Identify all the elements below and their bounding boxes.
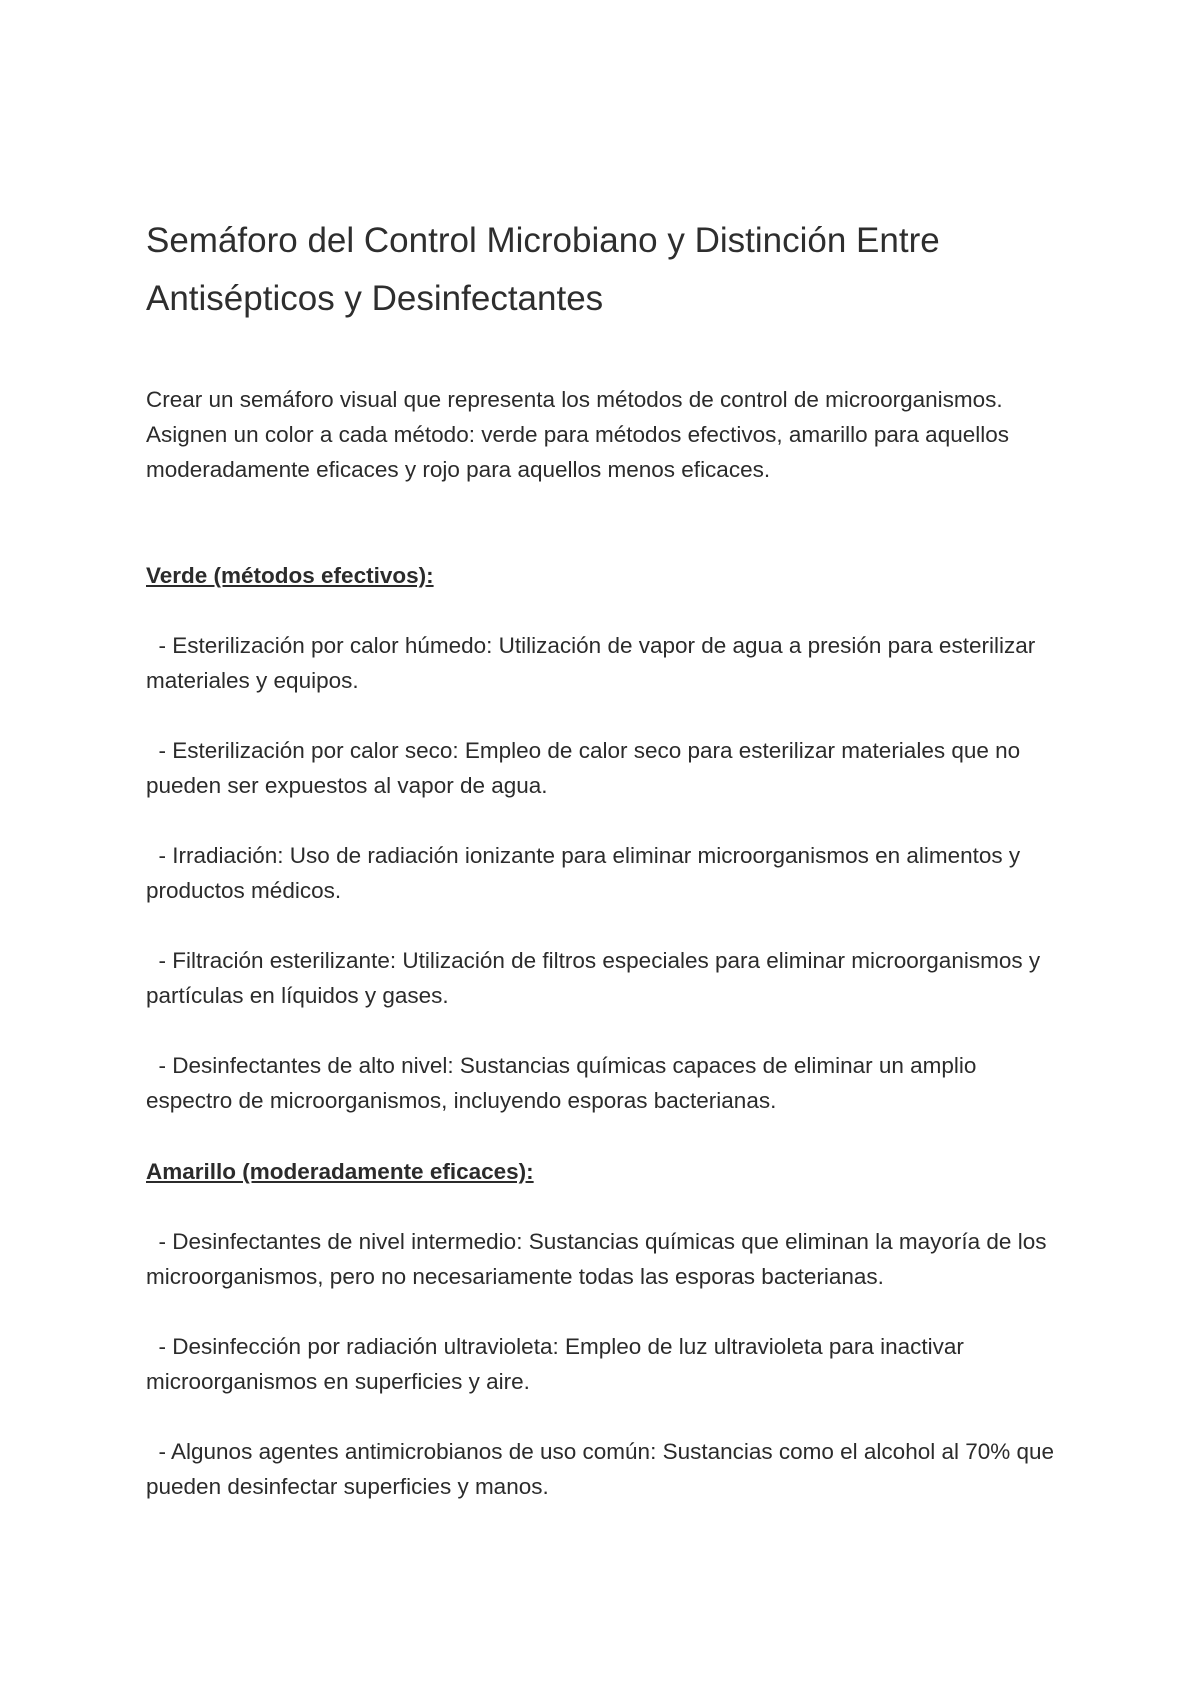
list-item	[146, 1048, 1066, 1118]
list-marker: -	[146, 843, 173, 868]
list-marker: -	[146, 948, 173, 973]
list-item	[146, 838, 1066, 908]
yellow-methods-list	[146, 1224, 1066, 1504]
list-item	[146, 733, 1066, 803]
list-item-text: Algunos agentes antimicrobianos de uso común: Sustancias como el alcohol al 70% que pueden desinfectar superficies y manos.	[146, 1439, 1055, 1499]
list-item	[146, 628, 1066, 698]
list-item-text: Desinfectantes de alto nivel: Sustancias químicas capaces de eliminar un amplio espectro de microorganismos, incluyendo esporas bacterianas.	[146, 1053, 977, 1113]
list-marker: -	[146, 738, 173, 763]
section-heading-green	[146, 558, 1066, 593]
intro-paragraph: Crear un semáforo visual que representa los métodos de control de microorganismos. Asignen un color a cada método: verde para métodos efectivos, amarillo para aquellos moderadamente eficaces y rojo para aquellos menos eficaces.	[146, 387, 1009, 482]
document-title-line-1: Semáforo del Control Microbiano y Distinción Entre	[146, 221, 940, 260]
list-item	[146, 1434, 1066, 1504]
document-body	[146, 212, 1066, 1504]
list-marker: -	[146, 1053, 173, 1078]
list-marker: -	[146, 1334, 173, 1359]
list-marker: -	[146, 633, 173, 658]
section-heading-green-colon: :	[426, 563, 434, 588]
list-item-text: Esterilización por calor húmedo: Utilización de vapor de agua a presión para esterilizar materiales y equipos.	[146, 633, 1036, 693]
document-title	[146, 212, 1066, 328]
list-item-text: Esterilización por calor seco: Empleo de calor seco para esterilizar materiales que no pueden ser expuestos al vapor de agua.	[146, 738, 1021, 798]
list-item	[146, 943, 1066, 1013]
green-methods-list	[146, 628, 1066, 1118]
section-heading-green-label: Verde (métodos efectivos)	[146, 563, 427, 588]
list-marker: -	[146, 1439, 172, 1464]
list-item-text: Filtración esterilizante: Utilización de filtros especiales para eliminar microorganismos y partículas en líquidos y gases.	[146, 948, 1041, 1008]
list-item-text: Desinfección por radiación ultravioleta: Empleo de luz ultravioleta para inactivar microorganismos en superficies y aire.	[146, 1334, 964, 1394]
document-title-line-2: Antisépticos y Desinfectantes	[146, 279, 604, 318]
list-item	[146, 1224, 1066, 1294]
list-item-text: Desinfectantes de nivel intermedio: Sustancias químicas que eliminan la mayoría de los microorganismos, pero no necesariamente todas las esporas bacterianas.	[146, 1229, 1047, 1289]
list-item	[146, 1329, 1066, 1399]
section-heading-yellow: Amarillo (moderadamente eficaces):	[146, 1159, 534, 1184]
list-item-text: Irradiación: Uso de radiación ionizante para eliminar microorganismos en alimentos y productos médicos.	[146, 843, 1021, 903]
list-marker: -	[146, 1229, 173, 1254]
